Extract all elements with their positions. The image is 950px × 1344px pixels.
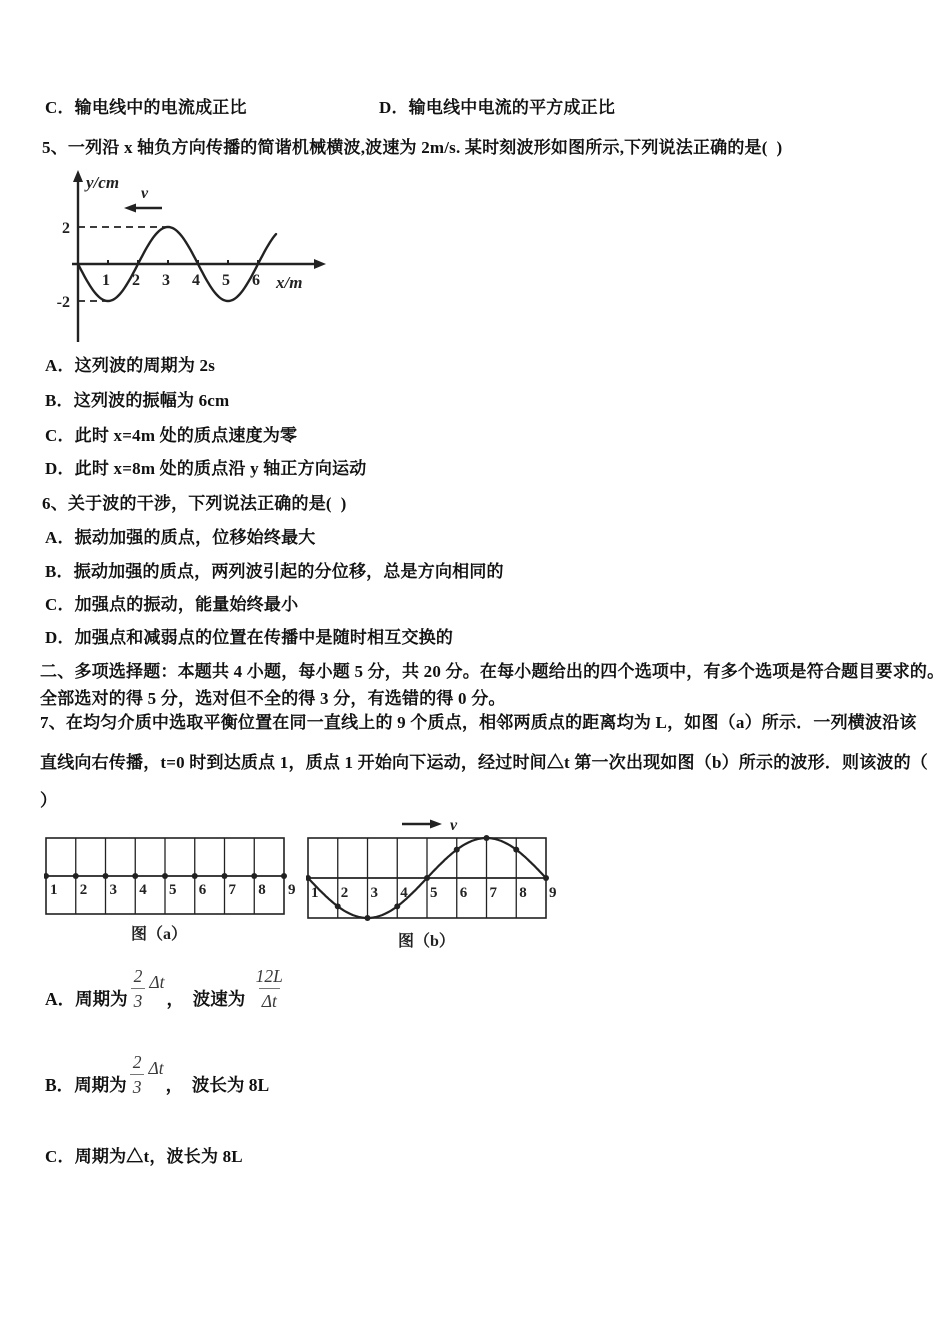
particle-dot bbox=[251, 873, 257, 879]
particle-label: 2 bbox=[79, 882, 88, 898]
section-two-line2: 全部选对的得 5 分，选对但不全的得 3 分，有选错的得 0 分。 bbox=[40, 689, 506, 708]
velocity-arrowhead bbox=[124, 204, 136, 213]
particle-label: 5 bbox=[169, 882, 177, 898]
particle-dot bbox=[543, 875, 549, 881]
particle-dot bbox=[192, 873, 198, 879]
q7-option-c-label: C． bbox=[45, 1147, 75, 1166]
section-two-line1: 二、多项选择题：本题共 4 小题，每小题 5 分，共 20 分。在每小题给出的四个选项中，有多个选项是符合题目要求的。 bbox=[40, 662, 945, 681]
q7-stem-line1: 7、在均匀介质中选取平衡位置在同一直线上的 9 个质点，相邻两质点的距离均为 L，如图（a）所示．一列横波沿该 bbox=[40, 713, 917, 732]
q5-option-b: B．这列波的振幅为 6cm bbox=[45, 391, 230, 410]
x-tick-label: 4 bbox=[192, 272, 200, 289]
particle-dot bbox=[454, 847, 460, 853]
particle-label: 6 bbox=[198, 882, 207, 898]
q5-option-a: A．这列波的周期为 2s bbox=[45, 356, 216, 375]
q7-figure-a-caption: 图（a） bbox=[131, 926, 188, 943]
q7-option-b-before: 周期为 bbox=[74, 1075, 127, 1096]
q7-stem-line2: 直线向右传播，t=0 时到达质点 1，质点 1 开始向下运动，经过时间△t 第一次出现如图（b）所示的波形．则该波的（ bbox=[40, 753, 929, 772]
particle-dot bbox=[44, 873, 49, 879]
prev-option-d: D．输电线中电流的平方成正比 bbox=[379, 98, 616, 117]
y-tick-label-top: 2 bbox=[62, 220, 70, 237]
q5-wave-figure bbox=[36, 164, 366, 354]
fraction-denominator: Δt bbox=[259, 988, 280, 1011]
particle-dot bbox=[424, 875, 430, 881]
particle-label: 6 bbox=[459, 885, 468, 901]
fraction-two-thirds bbox=[130, 1052, 145, 1097]
q7-figure-b bbox=[306, 812, 576, 938]
q7-option-b bbox=[45, 1052, 269, 1097]
x-tick-label: 6 bbox=[252, 272, 260, 289]
q6-option-c: C．加强点的振动，能量始终最小 bbox=[45, 595, 299, 614]
q7-option-a-label: A． bbox=[45, 989, 76, 1010]
fraction-denominator: 3 bbox=[130, 1074, 145, 1097]
particle-label: 1 bbox=[311, 885, 319, 901]
delta-t-suffix: Δt bbox=[148, 1058, 164, 1079]
x-tick-label: 1 bbox=[102, 272, 110, 289]
particle-label: 7 bbox=[489, 885, 497, 901]
particle-label: 7 bbox=[228, 882, 236, 898]
q7-option-a-middle: ， 波速为 bbox=[166, 989, 250, 1010]
q6-option-a: A．振动加强的质点，位移始终最大 bbox=[45, 528, 316, 547]
q5-stem: 5、一列沿 x 轴负方向传播的简谐机械横波,波速为 2m/s. 某时刻波形如图所示,下列说法正确的是( ) bbox=[42, 138, 783, 157]
q5-option-c: C．此时 x=4m 处的质点速度为零 bbox=[45, 426, 298, 445]
q7-figure-b-caption: 图（b） bbox=[398, 933, 455, 950]
q7-option-c-text: 周期为△t，波长为 8L bbox=[74, 1147, 243, 1166]
particle-dot bbox=[73, 873, 79, 879]
particle-label: 9 bbox=[288, 882, 296, 898]
q7-option-a-before: 周期为 bbox=[75, 989, 128, 1010]
q7-figure-a bbox=[44, 836, 300, 928]
q7-option-b-label: B． bbox=[45, 1075, 75, 1096]
velocity-label: v bbox=[141, 185, 149, 202]
y-axis-arrowhead bbox=[73, 170, 83, 182]
q6-stem: 6、关于波的干涉，下列说法正确的是( ) bbox=[42, 494, 347, 513]
q7-stem-line3: ） bbox=[40, 791, 58, 810]
fraction-numerator: 2 bbox=[133, 966, 143, 986]
particle-dot bbox=[513, 847, 519, 853]
q7-option-c bbox=[45, 1146, 243, 1167]
q7-option-a bbox=[45, 966, 289, 1011]
particle-label: 8 bbox=[258, 882, 266, 898]
q5-option-d: D．此时 x=8m 处的质点沿 y 轴正方向运动 bbox=[45, 459, 367, 478]
particle-label: 9 bbox=[549, 885, 557, 901]
velocity-label: v bbox=[450, 817, 458, 834]
x-tick-label: 3 bbox=[162, 272, 170, 289]
q7-figure-b-svg bbox=[306, 812, 576, 938]
particle-dot bbox=[162, 873, 168, 879]
particle-label: 2 bbox=[340, 885, 349, 901]
particle-label: 1 bbox=[50, 882, 58, 898]
particle-dot bbox=[222, 873, 228, 879]
particle-dot bbox=[365, 915, 371, 921]
x-axis-arrowhead bbox=[314, 259, 326, 269]
q7-option-b-middle: ， 波长为 8L bbox=[165, 1075, 270, 1096]
delta-t-suffix: Δt bbox=[149, 972, 165, 993]
fraction-numerator: 2 bbox=[132, 1052, 142, 1072]
x-tick-label: 2 bbox=[132, 272, 140, 289]
particle-label: 8 bbox=[519, 885, 527, 901]
fraction-numerator: 12L bbox=[255, 966, 283, 986]
particle-label: 5 bbox=[430, 885, 438, 901]
q7-figure-a-svg bbox=[44, 836, 300, 928]
velocity-arrowhead bbox=[430, 820, 442, 829]
q6-option-d: D．加强点和减弱点的位置在传播中是随时相互交换的 bbox=[45, 628, 454, 647]
particle-dot bbox=[484, 835, 490, 841]
particle-label: 3 bbox=[370, 885, 378, 901]
prev-option-c: C．输电线中的电流成正比 bbox=[45, 98, 247, 117]
particle-dot bbox=[132, 873, 138, 879]
particle-label: 4 bbox=[400, 885, 408, 901]
particle-label: 3 bbox=[109, 882, 117, 898]
y-tick-label-bottom: -2 bbox=[56, 294, 70, 311]
particle-label: 4 bbox=[139, 882, 147, 898]
fraction-two-thirds bbox=[131, 966, 146, 1011]
particle-dot bbox=[394, 903, 400, 909]
fraction-12L-over-dt bbox=[253, 966, 286, 1011]
x-tick-label: 5 bbox=[222, 272, 230, 289]
y-axis-label: y/cm bbox=[86, 173, 120, 192]
particle-dot bbox=[103, 873, 109, 879]
q6-option-b: B．振动加强的质点，两列波引起的分位移，总是方向相同的 bbox=[45, 562, 504, 581]
fraction-denominator: 3 bbox=[131, 988, 146, 1011]
x-axis-label: x/m bbox=[276, 273, 303, 292]
q5-wave-svg bbox=[36, 164, 366, 354]
particle-dot bbox=[281, 873, 287, 879]
particle-dot bbox=[335, 903, 341, 909]
